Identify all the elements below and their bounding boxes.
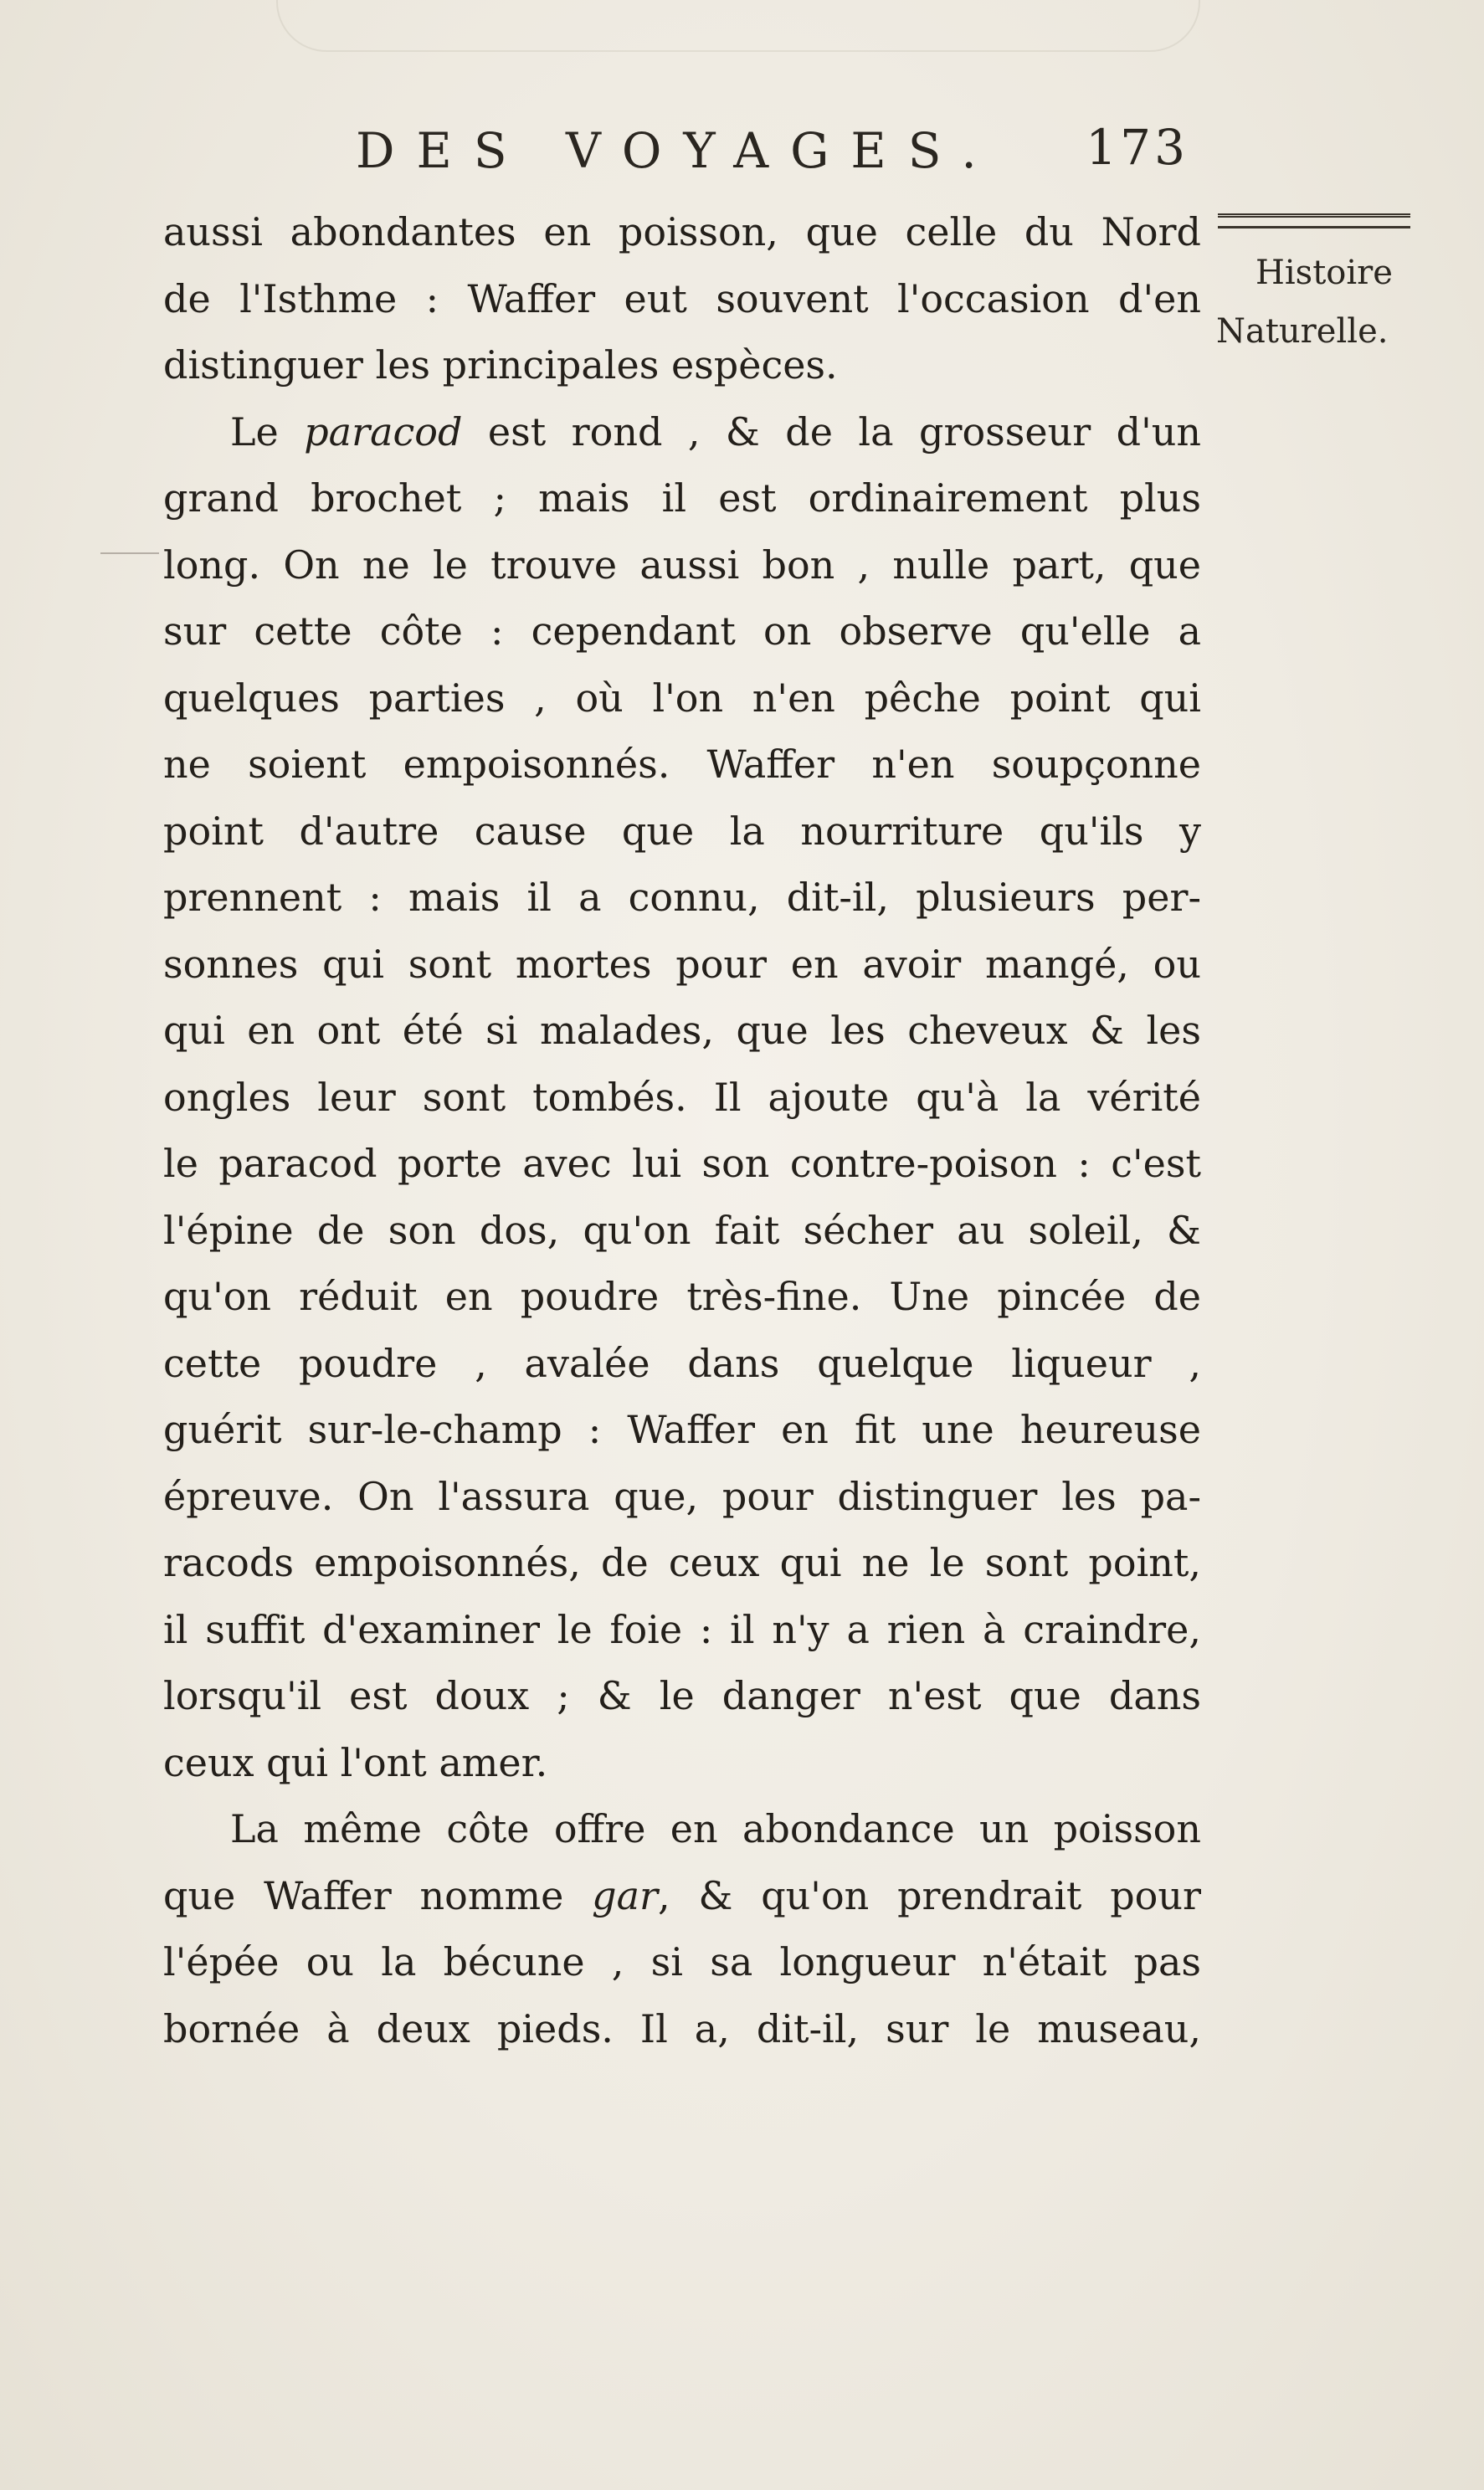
text-line: La même côte offre en abondance un poisson bbox=[230, 1806, 1201, 1851]
text-line: long. On ne le trouve aussi bon , nulle part, que bbox=[163, 542, 1201, 588]
text-line: aussi abondantes en poisson, que celle du Nord bbox=[163, 209, 1201, 254]
page-stain bbox=[276, 0, 1200, 52]
text-line: ongles leur sont tombés. Il ajoute qu'à la vérité bbox=[163, 1074, 1201, 1120]
text-line: sonnes qui sont mortes pour en avoir mangé, ou bbox=[163, 941, 1201, 987]
text-line: qu'on réduit en poudre très-fine. Une pincée de bbox=[163, 1274, 1201, 1319]
text-line: bornée à deux pieds. Il a, dit-il, sur le museau, bbox=[163, 2005, 1201, 2051]
text-line bbox=[163, 399, 1201, 466]
text-run: , & qu'on prendrait pour bbox=[658, 1872, 1201, 1918]
text-line: épreuve. On l'assura que, pour distinguer les pa- bbox=[163, 1473, 1201, 1519]
text-line: de l'Isthme : Waffer eut souvent l'occasion d'en bbox=[163, 275, 1201, 321]
text-line: il suffit d'examiner le foie : il n'y a rien à craindre, bbox=[163, 1606, 1201, 1652]
text-line: l'épée ou la bécune , si sa longueur n'était pas bbox=[163, 1939, 1201, 1984]
text-line: sur cette côte : cependant on observe qu'elle a bbox=[163, 608, 1201, 654]
text-line: quelques parties , où l'on n'en pêche point qui bbox=[163, 675, 1201, 721]
running-head bbox=[167, 117, 1214, 193]
text-line: cette poudre , avalée dans quelque liqueur , bbox=[163, 1340, 1201, 1386]
margin-rule bbox=[1218, 213, 1410, 228]
text-line: guérit sur-le-champ : Waffer en fit une heureuse bbox=[163, 1407, 1201, 1452]
text-line bbox=[163, 1863, 1201, 1930]
text-line: qui en ont été si malades, que les cheveux & les bbox=[163, 1008, 1201, 1053]
text-line: ceux qui l'ont amer. bbox=[163, 1739, 548, 1785]
text-run: que Waffer nomme bbox=[163, 1872, 593, 1918]
text-line: point d'autre cause que la nourriture qu'ils y bbox=[163, 808, 1201, 854]
text-line: lorsqu'il est doux ; & le danger n'est que dans bbox=[163, 1673, 1201, 1718]
text-line: ne soient empoisonnés. Waffer n'en soupçonne bbox=[163, 742, 1201, 787]
margin-note bbox=[1209, 213, 1419, 361]
margin-mark bbox=[100, 552, 159, 554]
text-line: racods empoisonnés, de ceux qui ne le sont point, bbox=[163, 1540, 1201, 1585]
text-run: Le bbox=[230, 408, 305, 454]
body-text bbox=[163, 199, 1201, 2062]
margin-note-line-2: Naturelle. bbox=[1216, 312, 1389, 351]
text-line: grand brochet ; mais il est ordinairement plus bbox=[163, 475, 1201, 521]
text-line: le paracod porte avec lui son contre-poison : c'est bbox=[163, 1141, 1201, 1186]
text-run: est rond , & de la grosseur d'un bbox=[462, 408, 1201, 454]
italic-term-paracod: paracod bbox=[304, 408, 463, 454]
margin-note-line-1: Histoire bbox=[1255, 254, 1393, 292]
italic-term-gar: gar bbox=[592, 1872, 659, 1918]
running-title: DES VOYAGES. bbox=[356, 122, 999, 179]
text-line: l'épine de son dos, qu'on fait sécher au soleil, & bbox=[163, 1207, 1201, 1253]
text-line: distinguer les principales espèces. bbox=[163, 342, 838, 388]
text-line: prennent : mais il a connu, dit-il, plusieurs per- bbox=[163, 875, 1201, 920]
page-number: 173 bbox=[1086, 119, 1189, 176]
